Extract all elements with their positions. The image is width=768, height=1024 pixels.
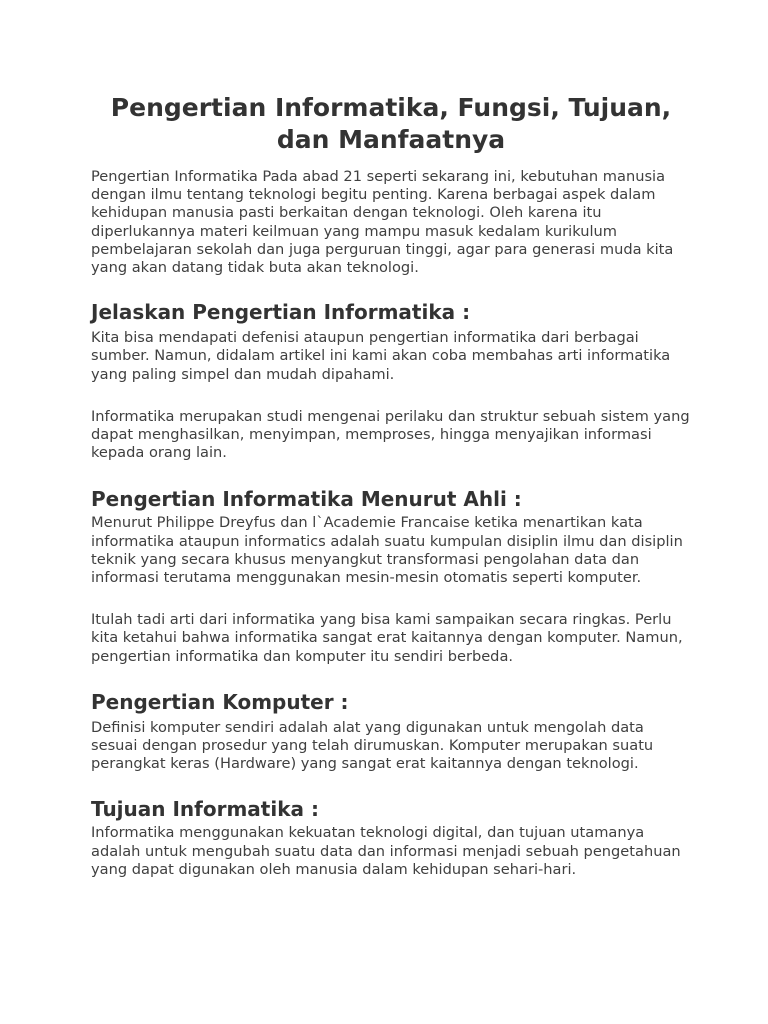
section-paragraph: Informatika merupakan studi mengenai perilaku dan struktur sebuah sistem yang dapat menghasilkan, menyimpan, memproses, hingga menyajikan informasi kepada orang lain.	[91, 407, 690, 462]
section-heading-pengertian-komputer: Pengertian Komputer :	[91, 689, 349, 714]
section-heading-menurut-ahli: Pengertian Informatika Menurut Ahli :	[91, 487, 522, 512]
section-paragraph: Menurut Philippe Dreyfus dan l`Academie Francaise ketika menartikan kata informatika ataupun informatics adalah suatu kumpulan disiplin ilmu dan disiplin teknik yang secara khusus menyangkut transformasi pengolahan data dan informasi terutama menggunakan mesin-mesin otomatis seperti komputer.	[91, 514, 683, 587]
document-title: Pengertian Informatika, Fungsi, Tujuan, dan Manfaatnya	[110, 93, 672, 154]
section-paragraph: Informatika menggunakan kekuatan teknologi digital, dan tujuan utamanya adalah untuk mengubah suatu data dan informasi menjadi sebuah pengetahuan yang dapat digunakan oleh manusia dalam kehidupan sehari-hari.	[91, 824, 681, 878]
intro-paragraph: Pengertian Informatika Pada abad 21 seperti sekarang ini, kebutuhan manusia dengan ilmu tentang teknologi begitu penting. Karena berbagai aspek dalam kehidupan manusia pasti berkaitan dengan teknologi. Oleh karena itu diperlukannya materi keilmuan yang mampu masuk kedalam kurikulum pembelajaran sekolah dan juga perguruan tinggi, agar para generasi muda kita yang akan datang tidak buta akan teknologi.	[91, 168, 674, 277]
section-paragraph: Kita bisa mendapati defenisi ataupun pengertian informatika dari berbagai sumber. Namun, didalam artikel ini kami akan coba membahas arti informatika yang paling simpel dan mudah dipahami.	[91, 329, 671, 383]
section-paragraph: Itulah tadi arti dari informatika yang bisa kami sampaikan secara ringkas. Perlu kita ketahui bahwa informatika sangat erat kaitannya dengan komputer. Namun, pengertian informatika dan komputer itu sendiri berbeda.	[91, 611, 683, 665]
document-page	[91, 92, 691, 879]
section-paragraph: Definisi komputer sendiri adalah alat yang digunakan untuk mengolah data sesuai dengan prosedur yang telah dirumuskan. Komputer merupakan suatu perangkat keras (Hardware) yang sangat erat kaitannya dengan teknologi.	[91, 718, 654, 773]
section-heading-tujuan-informatika: Tujuan Informatika :	[91, 797, 319, 822]
section-heading-pengertian-informatika: Jelaskan Pengertian Informatika :	[91, 300, 471, 325]
